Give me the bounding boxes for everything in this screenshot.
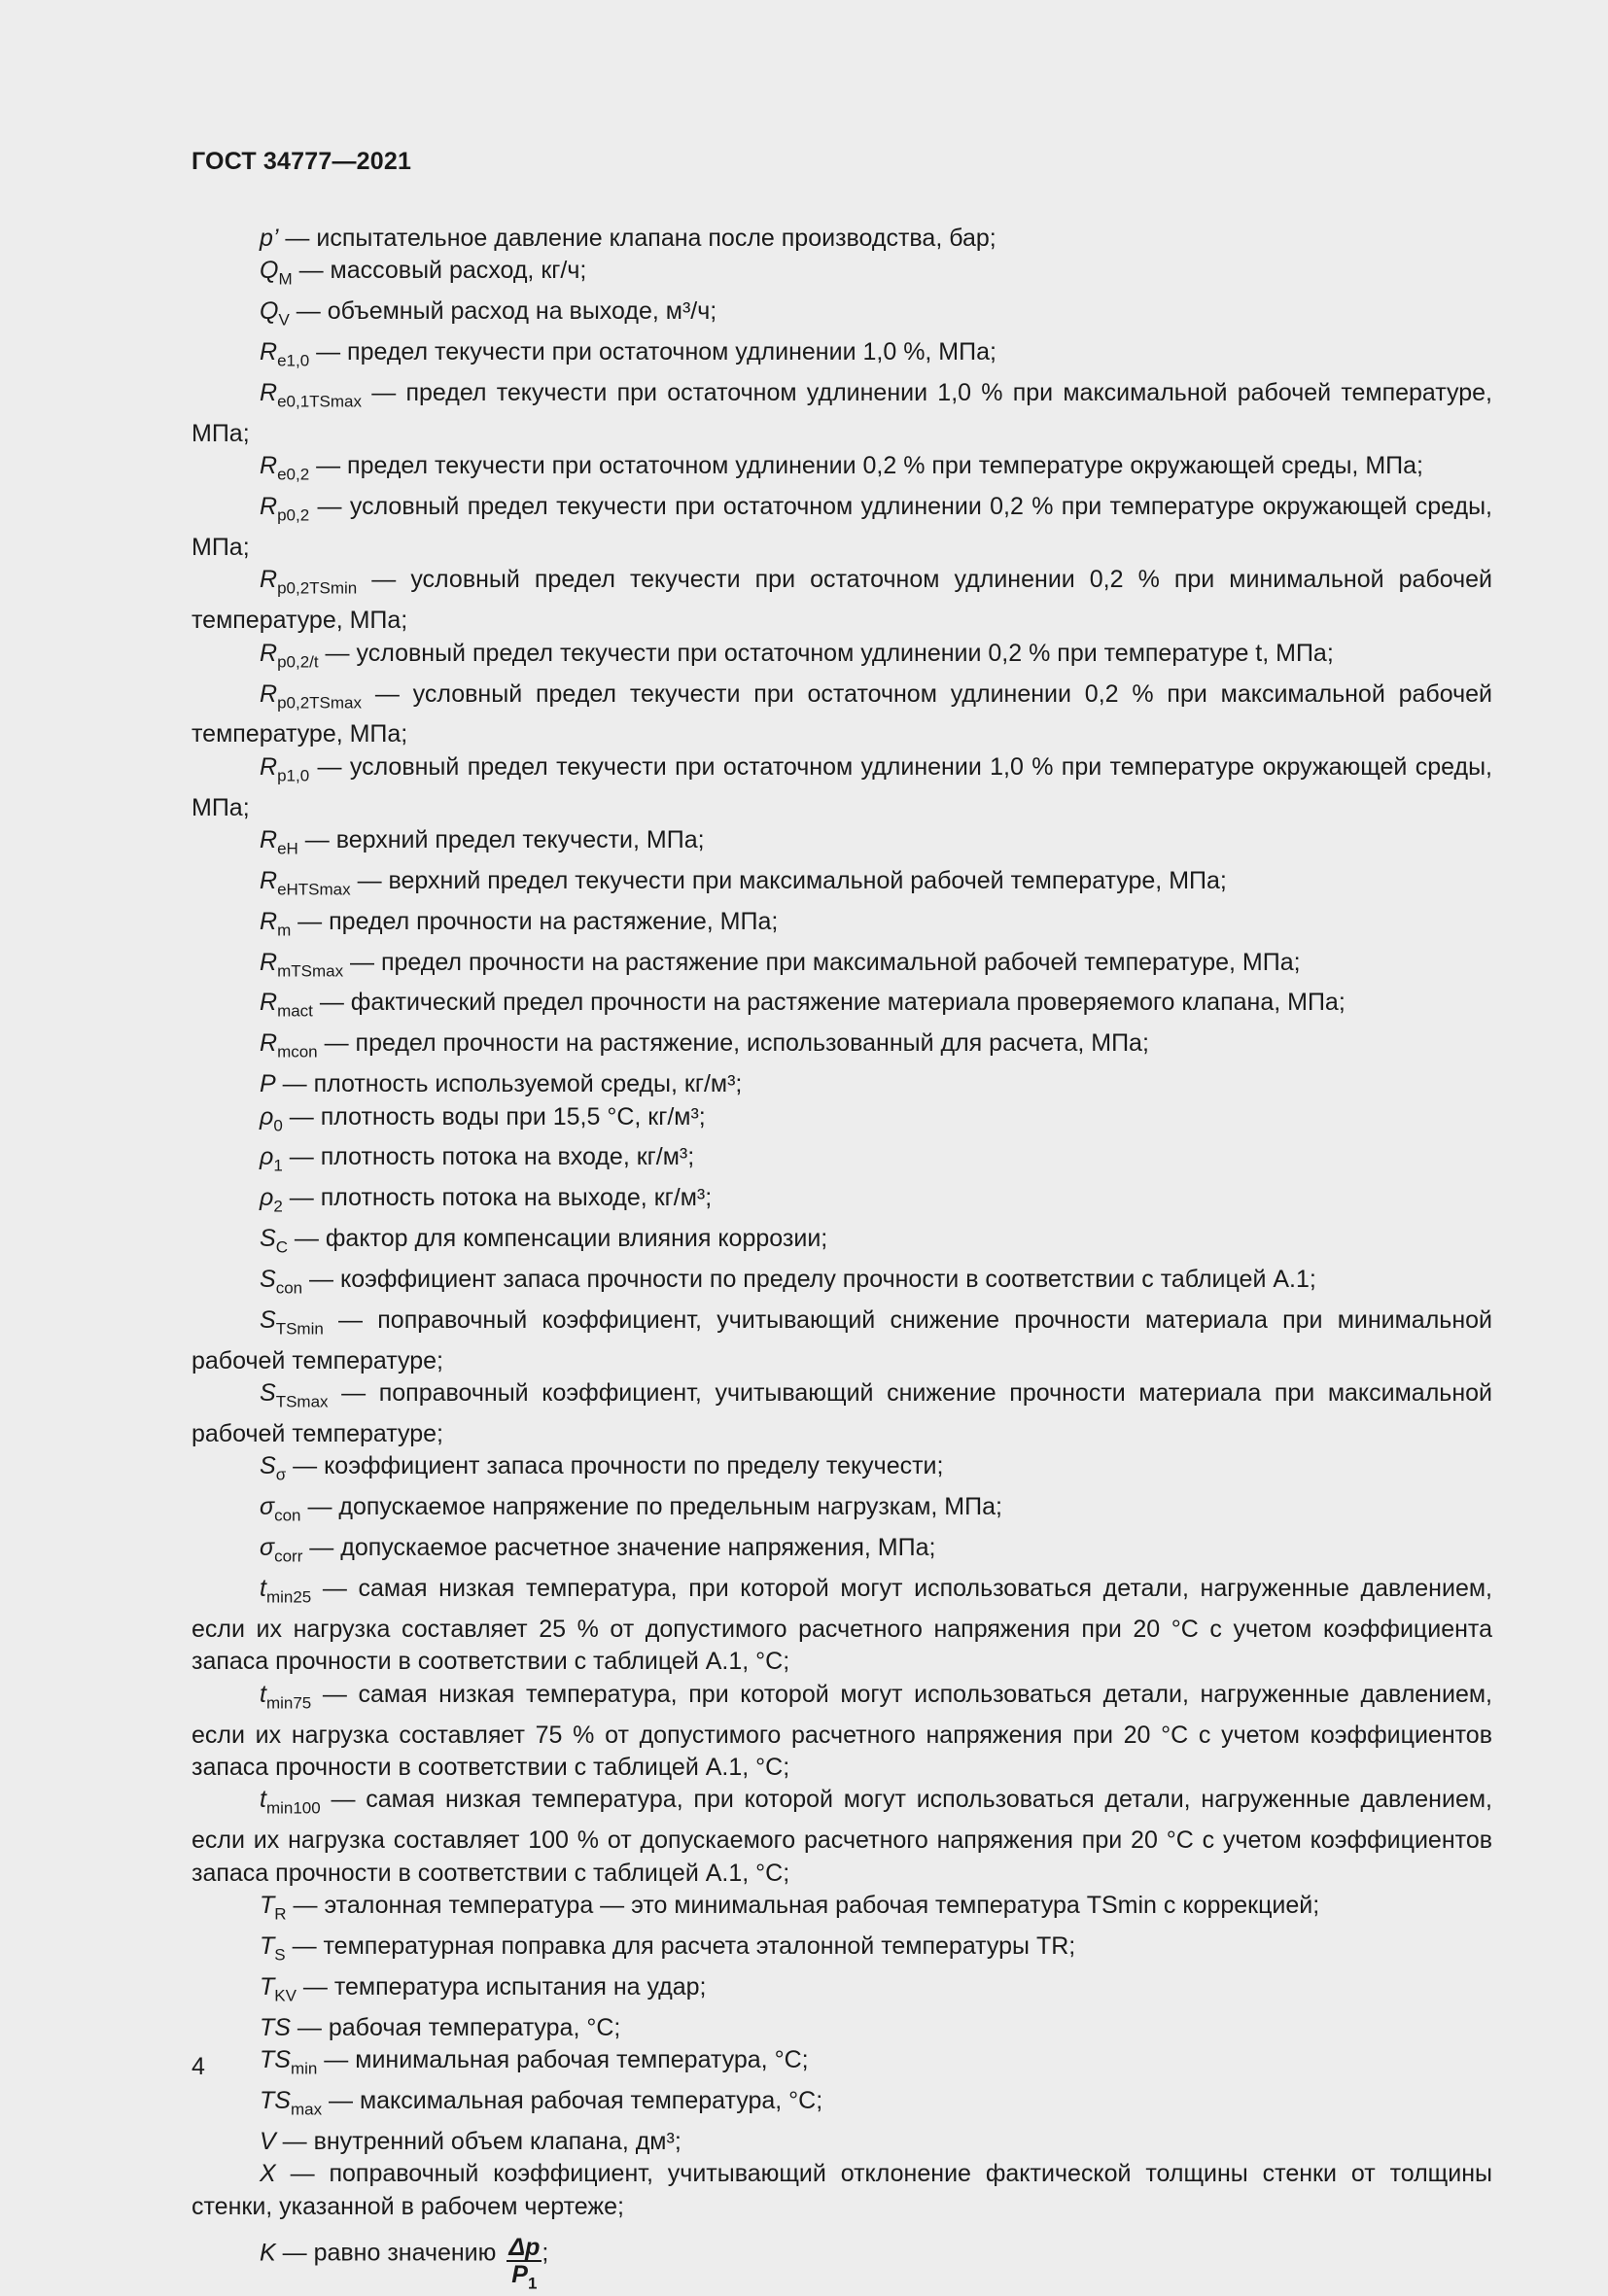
definition-symbol: V: [260, 2127, 276, 2155]
document-header: ГОСТ 34777—2021: [192, 148, 412, 175]
definition-subscript: C: [275, 1237, 288, 1257]
definition-subscript: p0,2: [277, 505, 310, 525]
definition-item: [192, 1223, 1492, 1264]
definition-symbol: R: [260, 566, 278, 594]
definition-symbol: S: [260, 1452, 276, 1480]
definition-tail: ;: [542, 2239, 549, 2267]
definition-text: — допускаемое расчетное значение напряжения, МПа;: [302, 1534, 936, 1562]
definition-text: — поправочный коэффициент, учитывающий отклонение фактической толщины стенки от толщины стенки, указанной в рабочем чертеже;: [192, 2160, 1492, 2220]
definition-symbol: p’: [260, 225, 279, 252]
definition-item: [192, 2044, 1492, 2085]
definition-subscript: min75: [265, 1693, 312, 1713]
definition-subscript: m: [277, 921, 292, 940]
definition-symbol: S: [260, 1266, 276, 1294]
definition-item: [192, 1305, 1492, 1377]
definition-item: [192, 678, 1492, 751]
definition-text: — объемный расход на выходе, м³/ч;: [289, 297, 717, 326]
definition-symbol: ρ: [260, 1102, 274, 1131]
definition-item: [192, 1931, 1492, 1971]
definition-text: — плотность воды при 15,5 °C, кг/м³;: [282, 1102, 706, 1131]
definition-text: — допускаемое напряжение по предельным нагрузкам, МПа;: [300, 1493, 1002, 1521]
definition-text: — предел прочности на растяжение, использованный для расчета, МПа;: [317, 1029, 1149, 1058]
definition-subscript: mTSmax: [277, 961, 344, 981]
definition-subscript: 2: [273, 1197, 283, 1216]
definition-symbol: t: [260, 1575, 266, 1602]
definition-item: [192, 824, 1492, 865]
definition-subscript: mact: [277, 1001, 313, 1021]
definition-text: — верхний предел текучести, МПа;: [297, 826, 705, 854]
definition-text: — поправочный коэффициент, учитывающий снижение прочности материала при минимальной рабочей температуре;: [192, 1305, 1492, 1374]
definition-subscript: min100: [265, 1798, 321, 1818]
definition-item: [192, 2158, 1492, 2223]
definition-text: — самая низкая температура, при которой могут использоваться детали, нагруженные давлением, если их нагрузка составляет 75 % от допустимого расчетного напряжения при 20 °C с учетом коэффициентов запаса прочности в соответствии с таблицей А.1, °C;: [192, 1680, 1492, 1781]
definition-symbol: Q: [260, 257, 279, 285]
definition-subscript: e1,0: [277, 351, 310, 370]
definition-subscript: min: [290, 2059, 318, 2078]
definition-text: — предел прочности на растяжение при максимальной рабочей температуре, МПа;: [343, 948, 1301, 976]
definition-subscript: KV: [274, 1986, 297, 2005]
definition-symbol: R: [260, 826, 278, 854]
definition-item: [192, 865, 1492, 906]
definition-subscript: 1: [273, 1156, 283, 1175]
definition-symbol: K: [260, 2239, 276, 2267]
definition-text: — самая низкая температура, при которой могут использоваться детали, нагруженные давлением, если их нагрузка составляет 25 % от допустимого расчетного напряжения при 20 °C с учетом коэффициента запаса прочности в соответствии с таблицей А.1, °C;: [192, 1575, 1492, 1676]
definition-text: — условный предел текучести при остаточном удлинении 0,2 % при температуре t, МПа;: [318, 639, 1334, 667]
definition-subscript: corr: [274, 1547, 303, 1566]
definition-subscript: R: [274, 1904, 287, 1924]
definition-symbol: t: [260, 1680, 266, 1708]
definition-item: [192, 1890, 1492, 1931]
definition-text: — плотность потока на входе, кг/м³;: [282, 1143, 695, 1171]
definition-item: [192, 751, 1492, 824]
definition-subscript: M: [278, 269, 293, 289]
definition-item: [192, 2012, 1492, 2044]
definition-subscript: min25: [265, 1587, 312, 1607]
definition-symbol: R: [260, 866, 278, 894]
definition-text: — условный предел текучести при остаточном удлинении 0,2 % при температуре окружающей среды, МПа;: [192, 493, 1492, 561]
definition-symbol: R: [260, 493, 278, 521]
definition-text: — коэффициент запаса прочности по пределу прочности в соответствии с таблицей А.1;: [302, 1266, 1316, 1294]
definition-symbol: T: [260, 1931, 275, 1960]
definition-subscript: con: [275, 1278, 303, 1298]
definition-subscript: TSmax: [275, 1392, 329, 1411]
definition-symbol: t: [260, 1786, 266, 1814]
definition-symbol: ρ: [260, 1143, 274, 1171]
definition-item: [192, 1971, 1492, 2012]
definition-subscript: mcon: [277, 1042, 318, 1061]
definition-symbol: R: [260, 338, 278, 366]
definition-item: [192, 223, 1492, 255]
definition-subscript: V: [278, 310, 290, 330]
page-number: 4: [192, 2053, 205, 2080]
definition-item: [192, 987, 1492, 1027]
definition-item: [192, 1101, 1492, 1142]
definition-item: [192, 1679, 1492, 1785]
definition-item: [192, 2126, 1492, 2158]
definition-item: [192, 336, 1492, 377]
definition-item: [192, 564, 1492, 637]
definition-text: — условный предел текучести при остаточном удлинении 0,2 % при минимальной рабочей температуре, МПа;: [192, 566, 1492, 635]
definition-subscript: max: [290, 2100, 323, 2119]
definition-subscript: e0,1TSmax: [277, 392, 362, 411]
fraction: [507, 2235, 542, 2296]
fraction-denominator: [507, 2262, 542, 2296]
definition-subscript: p0,2/t: [277, 652, 319, 672]
definition-text: — рабочая температура, °C;: [290, 2013, 621, 2041]
definition-text: — температура испытания на удар;: [296, 1972, 707, 2000]
definition-symbol: R: [260, 452, 278, 480]
definition-symbol: S: [260, 1225, 276, 1253]
definition-symbol: R: [260, 378, 278, 406]
definition-item: [192, 450, 1492, 491]
definition-item: [192, 491, 1492, 564]
definition-text: — фактор для компенсации влияния коррозии;: [287, 1225, 828, 1253]
definition-item: [192, 1182, 1492, 1223]
definition-item: [192, 377, 1492, 450]
definition-text: — предел текучести при остаточном удлинении 1,0 %, МПа;: [309, 338, 996, 366]
definition-item: [192, 638, 1492, 678]
definition-item: [192, 947, 1492, 988]
definition-item: [192, 1377, 1492, 1450]
definition-item: [192, 296, 1492, 336]
definition-text: — минимальная рабочая температура, °C;: [317, 2046, 809, 2073]
definition-symbol: TS: [260, 2046, 291, 2073]
definition-symbol: T: [260, 1972, 275, 2000]
definition-text: — коэффициент запаса прочности по пределу текучести;: [286, 1452, 944, 1480]
definition-symbol: T: [260, 1892, 275, 1920]
fraction-denominator-subscript: 1: [527, 2274, 538, 2293]
definition-symbol: σ: [260, 1534, 275, 1562]
definition-text: — условный предел текучести при остаточном удлинении 1,0 % при температуре окружающей среды, МПа;: [192, 752, 1492, 821]
definition-symbol: S: [260, 1305, 276, 1334]
definition-text: — плотность используемой среды, кг/м³;: [275, 1070, 743, 1098]
definition-item: [192, 255, 1492, 296]
definition-symbol: P: [260, 1070, 276, 1098]
definition-text: — испытательное давление клапана после производства, бар;: [278, 225, 996, 252]
definition-item: [192, 1068, 1492, 1100]
definition-subscript: eH: [277, 839, 298, 858]
definition-symbol: σ: [260, 1493, 275, 1521]
definition-text: — температурная поправка для расчета эталонной температуры TR;: [285, 1931, 1076, 1960]
definition-symbol: R: [260, 907, 278, 935]
definition-symbol: R: [260, 1029, 278, 1058]
definition-symbol: TS: [260, 2013, 291, 2041]
definition-text: — максимальная рабочая температура, °C;: [322, 2086, 823, 2114]
definition-symbol: ρ: [260, 1184, 274, 1212]
definition-symbol: X: [260, 2160, 276, 2188]
definition-subscript: σ: [275, 1465, 287, 1484]
definition-item: [192, 1491, 1492, 1532]
definition-subscript: con: [274, 1506, 301, 1525]
fraction-denominator-symbol: P: [511, 2260, 528, 2288]
definition-symbol: R: [260, 948, 278, 976]
definition-item: [192, 1784, 1492, 1890]
definition-item: [192, 2085, 1492, 2126]
definition-item: [192, 906, 1492, 947]
definition-item: [192, 1532, 1492, 1573]
definition-item: [192, 1027, 1492, 1068]
definition-text: — самая низкая температура, при которой могут использоваться детали, нагруженные давлением, если их нагрузка составляет 100 % от допускаемого расчетного напряжения при 20 °C с учетом коэффициентов запаса прочности в соответствии с таблицей А.1, °C;: [192, 1786, 1492, 1887]
definition-text: — предел прочности на растяжение, МПа;: [291, 907, 779, 935]
definition-text: — массовый расход, кг/ч;: [292, 257, 587, 285]
definition-text: — поправочный коэффициент, учитывающий снижение прочности материала при максимальной рабочей температуре;: [192, 1379, 1492, 1448]
definition-text: — условный предел текучести при остаточном удлинении 0,2 % при максимальной рабочей температуре, МПа;: [192, 679, 1492, 748]
definition-item: [192, 1141, 1492, 1182]
definition-subscript: S: [274, 1945, 286, 1965]
definition-symbol: TS: [260, 2086, 291, 2114]
definition-item: [192, 1573, 1492, 1679]
definition-text: — предел текучести при остаточном удлинении 1,0 % при максимальной рабочей температуре, МПа;: [192, 378, 1492, 447]
definition-subscript: p0,2TSmin: [277, 578, 358, 598]
definition-item-k: [192, 2223, 1492, 2293]
definition-item: [192, 1264, 1492, 1305]
definition-symbol: R: [260, 989, 278, 1017]
definition-symbol: Q: [260, 297, 279, 326]
definition-text: — плотность потока на выходе, кг/м³;: [282, 1184, 713, 1212]
definition-text: — внутренний объем клапана, дм³;: [275, 2127, 682, 2155]
definition-item: [192, 1450, 1492, 1491]
fraction-numerator: Δp: [508, 2233, 541, 2261]
definition-text: — предел текучести при остаточном удлинении 0,2 % при температуре окружающей среды, МПа;: [309, 452, 1423, 480]
definition-symbol: S: [260, 1379, 276, 1408]
definition-symbol: R: [260, 639, 278, 667]
definition-symbol: R: [260, 679, 278, 708]
definition-subscript: eHTSmax: [277, 880, 351, 899]
definition-text: — равно значению: [275, 2239, 504, 2267]
definition-text: — фактический предел прочности на растяжение материала проверяемого клапана, МПа;: [312, 989, 1346, 1017]
definition-subscript: e0,2: [277, 465, 310, 484]
definition-symbol: R: [260, 752, 278, 781]
definition-text: — верхний предел текучести при максимальной рабочей температуре, МПа;: [350, 866, 1227, 894]
definition-subscript: TSmin: [275, 1319, 324, 1339]
definition-subscript: p0,2TSmax: [277, 692, 362, 712]
definition-text: — эталонная температура — это минимальная рабочая температура TSmin с коррекцией;: [286, 1892, 1320, 1920]
definition-subscript: 0: [273, 1116, 283, 1135]
definition-subscript: p1,0: [277, 766, 310, 785]
definitions-list: [192, 223, 1492, 2293]
